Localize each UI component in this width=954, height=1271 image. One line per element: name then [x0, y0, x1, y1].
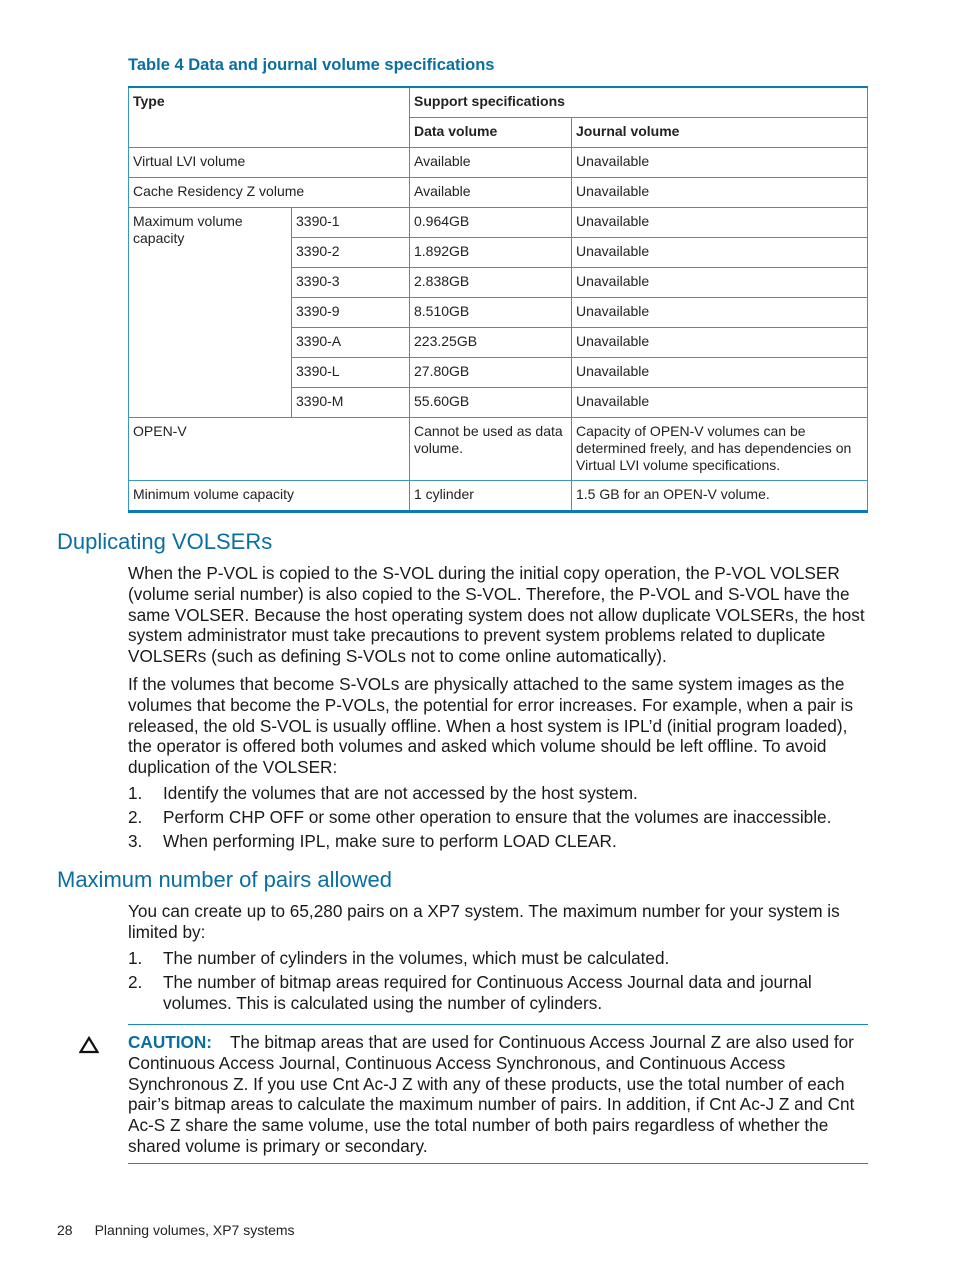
cell-model: 3390-9	[292, 298, 410, 328]
cell-journal: 1.5 GB for an OPEN-V volume.	[572, 481, 868, 512]
cell-journal: Unavailable	[572, 178, 868, 208]
cell-data: 8.510GB	[410, 298, 572, 328]
cell-model: 3390-M	[292, 388, 410, 418]
cell-data: 55.60GB	[410, 388, 572, 418]
cell-type: Maximum volume capacity	[129, 208, 292, 418]
cell-journal: Unavailable	[572, 298, 868, 328]
cell-data: Available	[410, 148, 572, 178]
volume-spec-table	[128, 86, 868, 513]
caution-icon	[79, 1036, 99, 1054]
table-row	[129, 178, 868, 208]
section-heading-maximum-pairs: Maximum number of pairs allowed	[57, 867, 393, 892]
cell-type: Virtual LVI volume	[129, 148, 410, 178]
cell-model: 3390-1	[292, 208, 410, 238]
cell-model: 3390-A	[292, 328, 410, 358]
caution-note	[128, 1032, 868, 1157]
header-support: Support specifications	[410, 87, 868, 118]
cell-type: Minimum volume capacity	[129, 481, 410, 512]
list-text: When performing IPL, make sure to perform LOAD CLEAR.	[163, 831, 617, 851]
cell-journal: Unavailable	[572, 238, 868, 268]
list-number: 3.	[128, 831, 143, 851]
paragraph: When the P-VOL is copied to the S-VOL during the initial copy operation, the P-VOL VOLSER (volume serial number) is also copied to the S-VOL. Therefore, the P-VOL and S-VOL have the same VOLSER. Because the host operating system does not allow duplicate VOLSERs, the host system administrator must take precautions to prevent system problems related to duplicate VOLSERs (such as defining S-VOLs not to come online automatically).	[128, 563, 865, 667]
list-text: The number of cylinders in the volumes, which must be calculated.	[163, 948, 670, 968]
table-header-row	[129, 87, 868, 118]
cell-data: 0.964GB	[410, 208, 572, 238]
cell-model: 3390-L	[292, 358, 410, 388]
footer-title: Planning volumes, XP7 systems	[94, 1222, 295, 1238]
list-item	[128, 807, 868, 828]
cell-data: Available	[410, 178, 572, 208]
cell-model: 3390-2	[292, 238, 410, 268]
cell-data: 223.25GB	[410, 328, 572, 358]
caution-body: The bitmap areas that are used for Continuous Access Journal Z are also used for Continuous Access Journal, Continuous Access Synchronous, and Continuous Access Synchronous Z. If you use Cnt Ac-J Z with any of these products, use the total number of each pair’s bitmap areas to calculate the maximum number of pairs. In addition, if Cnt Ac-J Z and Cnt Ac-S Z share the same volume, use the total number of both pairs regardless of whether the shared volume is primary or secondary.	[128, 1032, 855, 1156]
header-type: Type	[129, 87, 410, 148]
cell-data: 1 cylinder	[410, 481, 572, 512]
cell-journal: Unavailable	[572, 358, 868, 388]
table-row	[129, 208, 868, 238]
list-text: The number of bitmap areas required for Continuous Access Journal data and journal volumes. This is calculated using the number of cylinders.	[163, 972, 812, 1013]
cell-data: 27.80GB	[410, 358, 572, 388]
cell-data: 1.892GB	[410, 238, 572, 268]
list-item	[128, 831, 868, 852]
cell-journal: Unavailable	[572, 268, 868, 298]
cell-type: OPEN-V	[129, 418, 410, 481]
section-heading-duplicating-volsers: Duplicating VOLSERs	[57, 529, 273, 554]
cell-journal: Unavailable	[572, 388, 868, 418]
list-number: 2.	[128, 972, 143, 992]
cell-data: Cannot be used as data volume.	[410, 418, 572, 481]
table-row	[129, 148, 868, 178]
list-text: Identify the volumes that are not accessed by the host system.	[163, 783, 638, 803]
cell-data: 2.838GB	[410, 268, 572, 298]
paragraph: If the volumes that become S-VOLs are physically attached to the same system images as the volumes that become the P-VOLs, the potential for error increases. For example, when a pair is released, the old S-VOL is usually offline. When a host system is IPL’d (initial program loaded), the operator is offered both volumes and asked which volume should be left offline. To avoid duplication of the VOLSER:	[128, 674, 854, 778]
caution-top-rule	[128, 1024, 868, 1025]
paragraph: You can create up to 65,280 pairs on a XP7 system. The maximum number for your system is limited by:	[128, 901, 840, 942]
page-footer	[57, 1222, 295, 1238]
caution-bottom-rule	[128, 1163, 868, 1164]
cell-journal: Unavailable	[572, 328, 868, 358]
list-item	[128, 948, 868, 969]
page-number: 28	[57, 1222, 73, 1238]
list-number: 1.	[128, 783, 143, 803]
cell-journal: Capacity of OPEN-V volumes can be determined freely, and has dependencies on Virtual LVI volume specifications.	[572, 418, 868, 481]
list-text: Perform CHP OFF or some other operation to ensure that the volumes are inaccessible.	[163, 807, 832, 827]
table-row	[129, 481, 868, 512]
cell-model: 3390-3	[292, 268, 410, 298]
list-item	[128, 972, 868, 1014]
header-data-volume: Data volume	[410, 118, 572, 148]
table-row	[129, 418, 868, 481]
caution-label: CAUTION:	[128, 1032, 213, 1052]
cell-journal: Unavailable	[572, 148, 868, 178]
table-caption: Table 4 Data and journal volume specifications	[128, 56, 495, 74]
list-number: 2.	[128, 807, 143, 827]
header-journal-volume: Journal volume	[572, 118, 868, 148]
list-number: 1.	[128, 948, 143, 968]
cell-journal: Unavailable	[572, 208, 868, 238]
list-item	[128, 783, 868, 804]
cell-type: Cache Residency Z volume	[129, 178, 410, 208]
